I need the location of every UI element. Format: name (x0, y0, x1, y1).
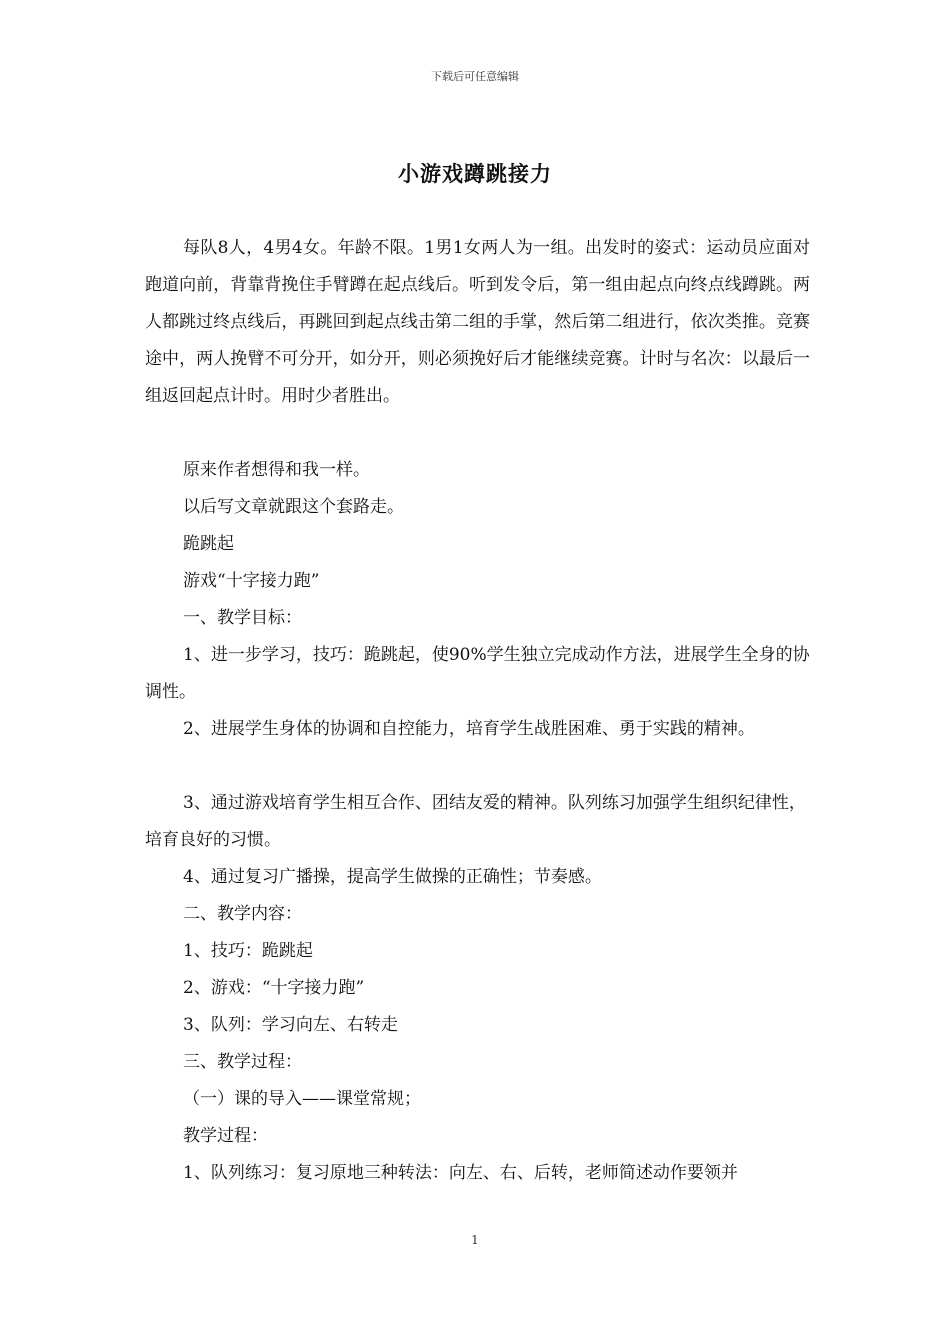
body-line: 2、游戏：“十字接力跑” (183, 978, 365, 998)
body-line: 3、队列：学习向左、右转走 (183, 1015, 398, 1035)
body-line: 以后写文章就跟这个套路走。 (183, 497, 404, 517)
body-line: 1、队列练习：复习原地三种转法：向左、右、后转，老师简述动作要领并 (183, 1163, 738, 1183)
body-line: 3、通过游戏培育学生相互合作、团结友爱的精神。队列练习加强学生组织纪律性，培育良好的习惯。 (145, 793, 806, 850)
document-title: 小游戏蹲跳接力 (398, 161, 552, 186)
body-line: 2、进展学生身体的协调和自控能力，培育学生战胜困难、勇于实践的精神。 (183, 719, 755, 739)
body-line: 一、教学目标： (183, 608, 302, 628)
blank-line (145, 748, 815, 785)
body-line: 三、教学过程： (183, 1052, 302, 1072)
page-header: 下载后可任意编辑 (431, 70, 519, 83)
page-number: 1 (471, 1233, 479, 1247)
body-line: 1、技巧：跪跳起 (183, 941, 313, 961)
body-line: 教学过程： (183, 1126, 268, 1146)
document-body (145, 452, 815, 1192)
body-line: 1、进一步学习，技巧：跪跳起，使90%学生独立完成动作方法，进展学生全身的协调性。 (145, 645, 810, 702)
body-line: 跪跳起 (183, 534, 234, 554)
body-line: 原来作者想得和我一样。 (183, 460, 370, 480)
body-line: 游戏“十字接力跑” (183, 571, 320, 591)
body-line: （一）课的导入——课堂常规； (183, 1089, 421, 1109)
lead-paragraph: 每队8人，4男4女。年龄不限。1男1女两人为一组。出发时的姿式：运动员应面对跑道向前，背靠背挽住手臂蹲在起点线后。听到发令后，第一组由起点向终点线蹲跳。两人都跳过终点线后，再跳回到起点线击第二组的手掌，然后第二组进行，依次类推。竞赛途中，两人挽臂不可分开，如分开，则必须挽好后才能继续竞赛。计时与名次：以最后一组返回起点计时。用时少者胜出。 (145, 238, 810, 406)
body-line: 二、教学内容： (183, 904, 302, 924)
body-line: 4、通过复习广播操，提高学生做操的正确性；节奏感。 (183, 867, 602, 887)
